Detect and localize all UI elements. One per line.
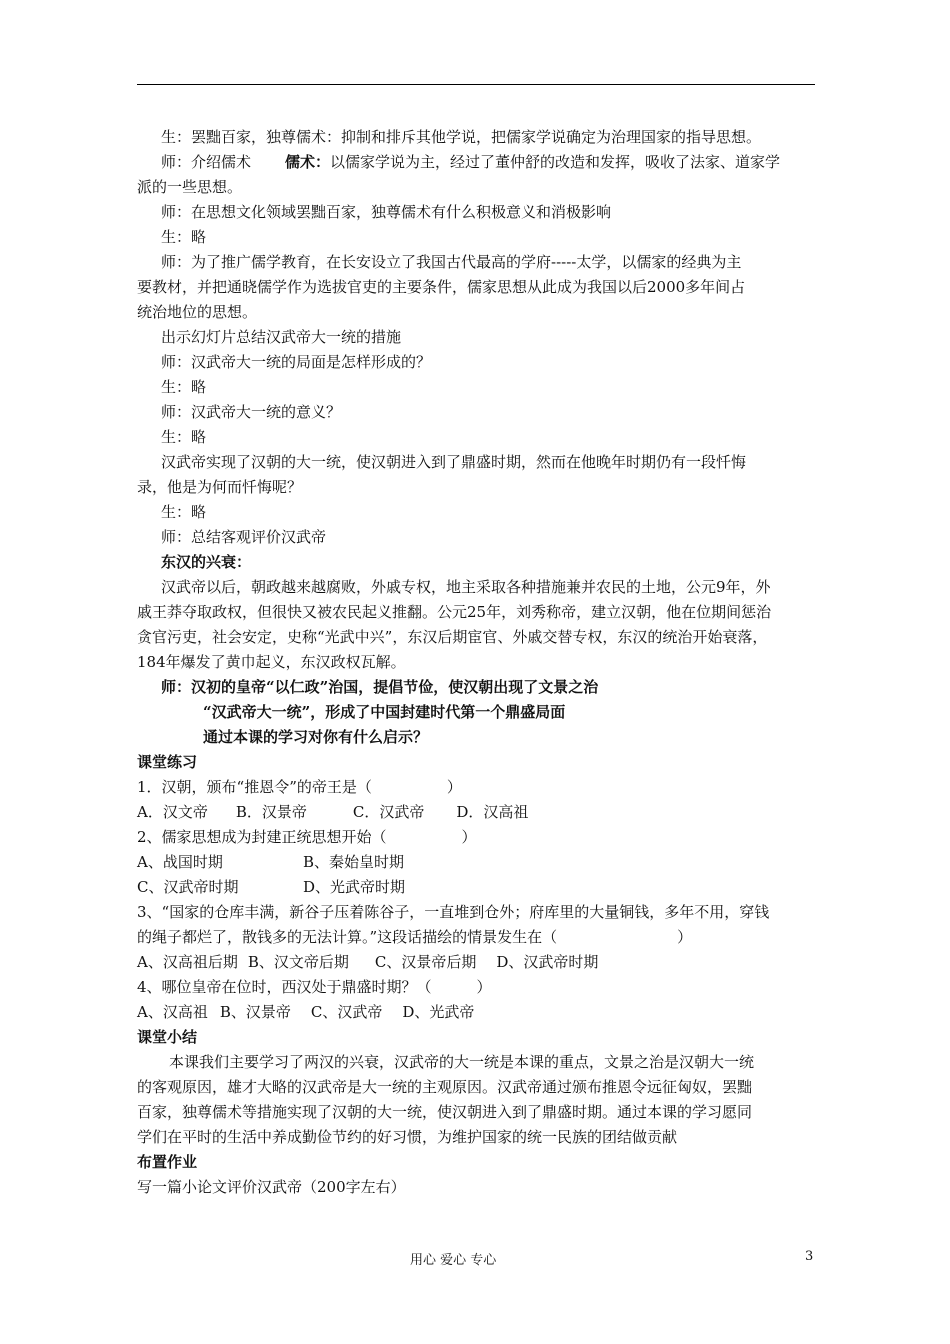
- option: B、汉景帝: [219, 1003, 291, 1021]
- option: C、汉武帝: [310, 1003, 383, 1021]
- option: B、汉文帝后期: [247, 953, 349, 971]
- answer-options: [137, 800, 827, 825]
- option: C、汉景帝后期: [374, 953, 477, 971]
- paragraph: 录，他是为何而忏悔呢？: [137, 478, 303, 496]
- paragraph: 汉武帝实现了汉朝的大一统，使汉朝进入到了鼎盛时期，然而在他晚年时期仍有一段忏悔: [161, 453, 747, 471]
- bold-term: 儒术：: [285, 153, 331, 171]
- section-heading: 东汉的兴衰：: [161, 553, 252, 571]
- option: B、秦始皇时期: [303, 853, 405, 871]
- paragraph: 师：汉武帝大一统的意义？: [161, 403, 342, 421]
- paragraph: 师：汉武帝大一统的局面是怎样形成的？: [161, 353, 432, 371]
- bold-statement: 通过本课的学习对你有什么启示？: [203, 728, 429, 746]
- question: 3、“国家的仓库丰满，新谷子压着陈谷子，一直堆到仓外；府库里的大量铜钱，多年不用，穿钱: [137, 903, 770, 921]
- paragraph: 百家，独尊儒术等措施实现了汉朝的大一统，使汉朝进入到了鼎盛时期。通过本课的学习愿同: [137, 1103, 753, 1121]
- paragraph: 生：略: [161, 378, 207, 396]
- header-rule: [137, 84, 815, 85]
- paragraph: 184年爆发了黄巾起义，东汉政权瓦解。: [137, 653, 406, 671]
- paragraph: 写一篇小论文评价汉武帝（200字左右）: [137, 1178, 406, 1196]
- paragraph: 的客观原因，雄才大略的汉武帝是大一统的主观原因。汉武帝通过颁布推恩令远征匈奴，罢黜: [137, 1078, 753, 1096]
- question: 的绳子都烂了，散钱多的无法计算。”这段话描绘的情景发生在（ ）: [137, 928, 693, 946]
- option: D、光武帝时期: [303, 878, 406, 896]
- document-body: [137, 125, 827, 1200]
- paragraph: 贪官污吏，社会安定，史称“光武中兴”，东汉后期宦官、外戚交替专权，东汉的统治开始衰落，: [137, 628, 768, 646]
- option: D、汉武帝时期: [496, 953, 599, 971]
- section-heading: 布置作业: [137, 1153, 198, 1171]
- footer-motto: 用心 爱心 专心: [410, 1253, 497, 1268]
- paragraph: 生：略: [161, 428, 207, 446]
- paragraph: 统治地位的思想。: [137, 303, 258, 321]
- paragraph: 生：罢黜百家，独尊儒术：抑制和排斥其他学说，把儒家学说确定为治理国家的指导思想。: [161, 128, 762, 146]
- answer-options: [137, 875, 827, 900]
- bold-statement: “汉武帝大一统”，形成了中国封建时代第一个鼎盛局面: [203, 703, 566, 721]
- paragraph: 戚王莽夺取政权，但很快又被农民起义推翻。公元25年，刘秀称帝，建立汉朝，他在位期间惩治: [137, 603, 772, 621]
- paragraph: [137, 150, 827, 175]
- answer-options: [137, 1000, 827, 1025]
- paragraph: 派的一些思想。: [137, 178, 243, 196]
- paragraph: 生：略: [161, 503, 207, 521]
- option: A、战国时期: [137, 853, 223, 871]
- text-span: 师：介绍儒术: [161, 153, 252, 171]
- paragraph: 学们在平时的生活中养成勤俭节约的好习惯，为维护国家的统一民族的团结做贡献: [137, 1128, 678, 1146]
- answer-options: [137, 950, 827, 975]
- option: D．汉高祖: [456, 803, 529, 821]
- paragraph: 出示幻灯片总结汉武帝大一统的措施: [161, 328, 402, 346]
- question: 1．汉朝，颁布“推恩令”的帝王是（ ）: [137, 778, 462, 796]
- paragraph: 要教材，并把通晓儒学作为选拔官吏的主要条件，儒家思想从此成为我国以后2000多年间占: [137, 278, 746, 296]
- option: A、汉高祖: [137, 1003, 208, 1021]
- text-span: 以儒家学说为主，经过了董仲舒的改造和发挥，吸收了法家、道家学: [330, 153, 781, 171]
- paragraph: 本课我们主要学习了两汉的兴衰，汉武帝的大一统是本课的重点，文景之治是汉朝大一统: [169, 1053, 755, 1071]
- page-number: 3: [805, 1249, 814, 1264]
- section-heading: 课堂小结: [137, 1028, 198, 1046]
- paragraph: 师：在思想文化领域罢黜百家，独尊儒术有什么积极意义和消极影响: [161, 203, 612, 221]
- option: C．汉武帝: [352, 803, 425, 821]
- paragraph: 汉武帝以后，朝政越来越腐败，外戚专权，地主采取各种措施兼并农民的土地，公元9年，外: [161, 578, 771, 596]
- option: B．汉景帝: [235, 803, 307, 821]
- option: C、汉武帝时期: [137, 878, 239, 896]
- option: A．汉文帝: [137, 803, 208, 821]
- paragraph: 师：总结客观评价汉武帝: [161, 528, 327, 546]
- paragraph: 生：略: [161, 228, 207, 246]
- paragraph: 师：为了推广儒学教育，在长安设立了我国古代最高的学府-----太学，以儒家的经典为主: [161, 253, 742, 271]
- question: 4、哪位皇帝在位时，西汉处于鼎盛时期？（ ）: [137, 978, 492, 996]
- bold-statement: 师：汉初的皇帝“以仁政”治国，提倡节俭，使汉朝出现了文景之治: [161, 678, 599, 696]
- section-heading: 课堂练习: [137, 753, 198, 771]
- answer-options: [137, 850, 827, 875]
- option: D、光武帝: [402, 1003, 475, 1021]
- option: A、汉高祖后期: [137, 953, 238, 971]
- question: 2、儒家思想成为封建正统思想开始（ ）: [137, 828, 477, 846]
